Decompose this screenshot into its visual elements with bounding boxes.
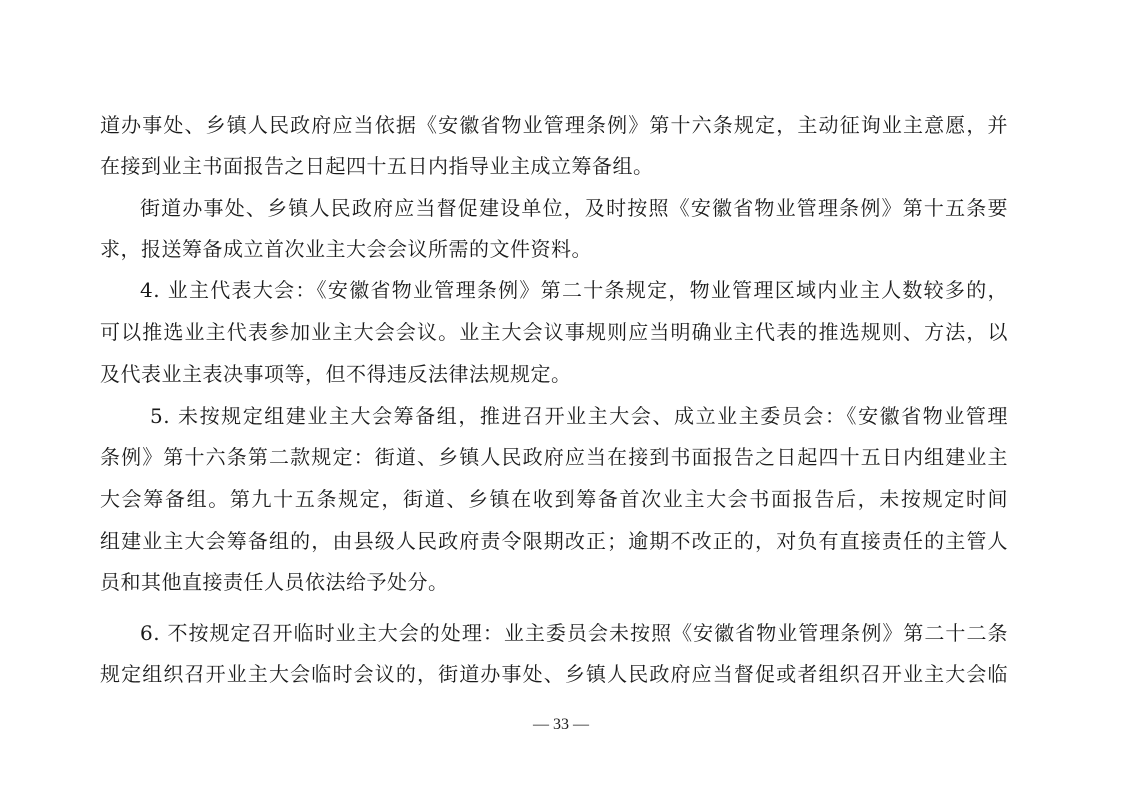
text-line-2: 在接到业主书面报告之日起四十五日内指导业主成立筹备组。 xyxy=(100,154,654,178)
text-line-13: 6. 不按规定召开临时业主大会的处理：业主委员会未按照《安徽省物业管理条例》第二十二条 xyxy=(140,621,1008,645)
text-line-10: 大会筹备组。第九十五条规定，街道、乡镇在收到筹备首次业主大会书面报告后，未按规定时间 xyxy=(100,487,1008,511)
text-line-12: 员和其他直接责任人员依法给予处分。 xyxy=(100,570,449,594)
text-line-6: 可以推选业主代表参加业主大会会议。业主大会议事规则应当明确业主代表的推选规则、方法，以 xyxy=(100,320,1008,344)
text-line-8: 5. 未按规定组建业主大会筹备组，推进召开业主大会、成立业主委员会：《安徽省物业管理 xyxy=(150,404,1008,428)
page-number: — 33 — xyxy=(533,716,589,733)
text-line-5: 4. 业主代表大会：《安徽省物业管理条例》第二十条规定，物业管理区域内业主人数较多的， xyxy=(140,278,1008,302)
text-line-3: 街道办事处、乡镇人民政府应当督促建设单位，及时按照《安徽省物业管理条例》第十五条要 xyxy=(140,196,1008,220)
text-line-7: 及代表业主表决事项等，但不得违反法律法规规定。 xyxy=(100,362,572,386)
text-line-11: 组建业主大会筹备组的，由县级人民政府责令限期改正；逾期不改正的，对负有直接责任的主管人 xyxy=(100,529,1008,553)
text-line-14: 规定组织召开业主大会临时会议的，街道办事处、乡镇人民政府应当督促或者组织召开业主大会临 xyxy=(100,662,1008,686)
text-line-1: 道办事处、乡镇人民政府应当依据《安徽省物业管理条例》第十六条规定，主动征询业主意愿，并 xyxy=(100,113,1008,137)
text-line-4: 求，报送筹备成立首次业主大会会议所需的文件资料。 xyxy=(100,237,592,261)
text-line-9: 条例》第十六条第二款规定：街道、乡镇人民政府应当在接到书面报告之日起四十五日内组建业主 xyxy=(100,445,1008,469)
